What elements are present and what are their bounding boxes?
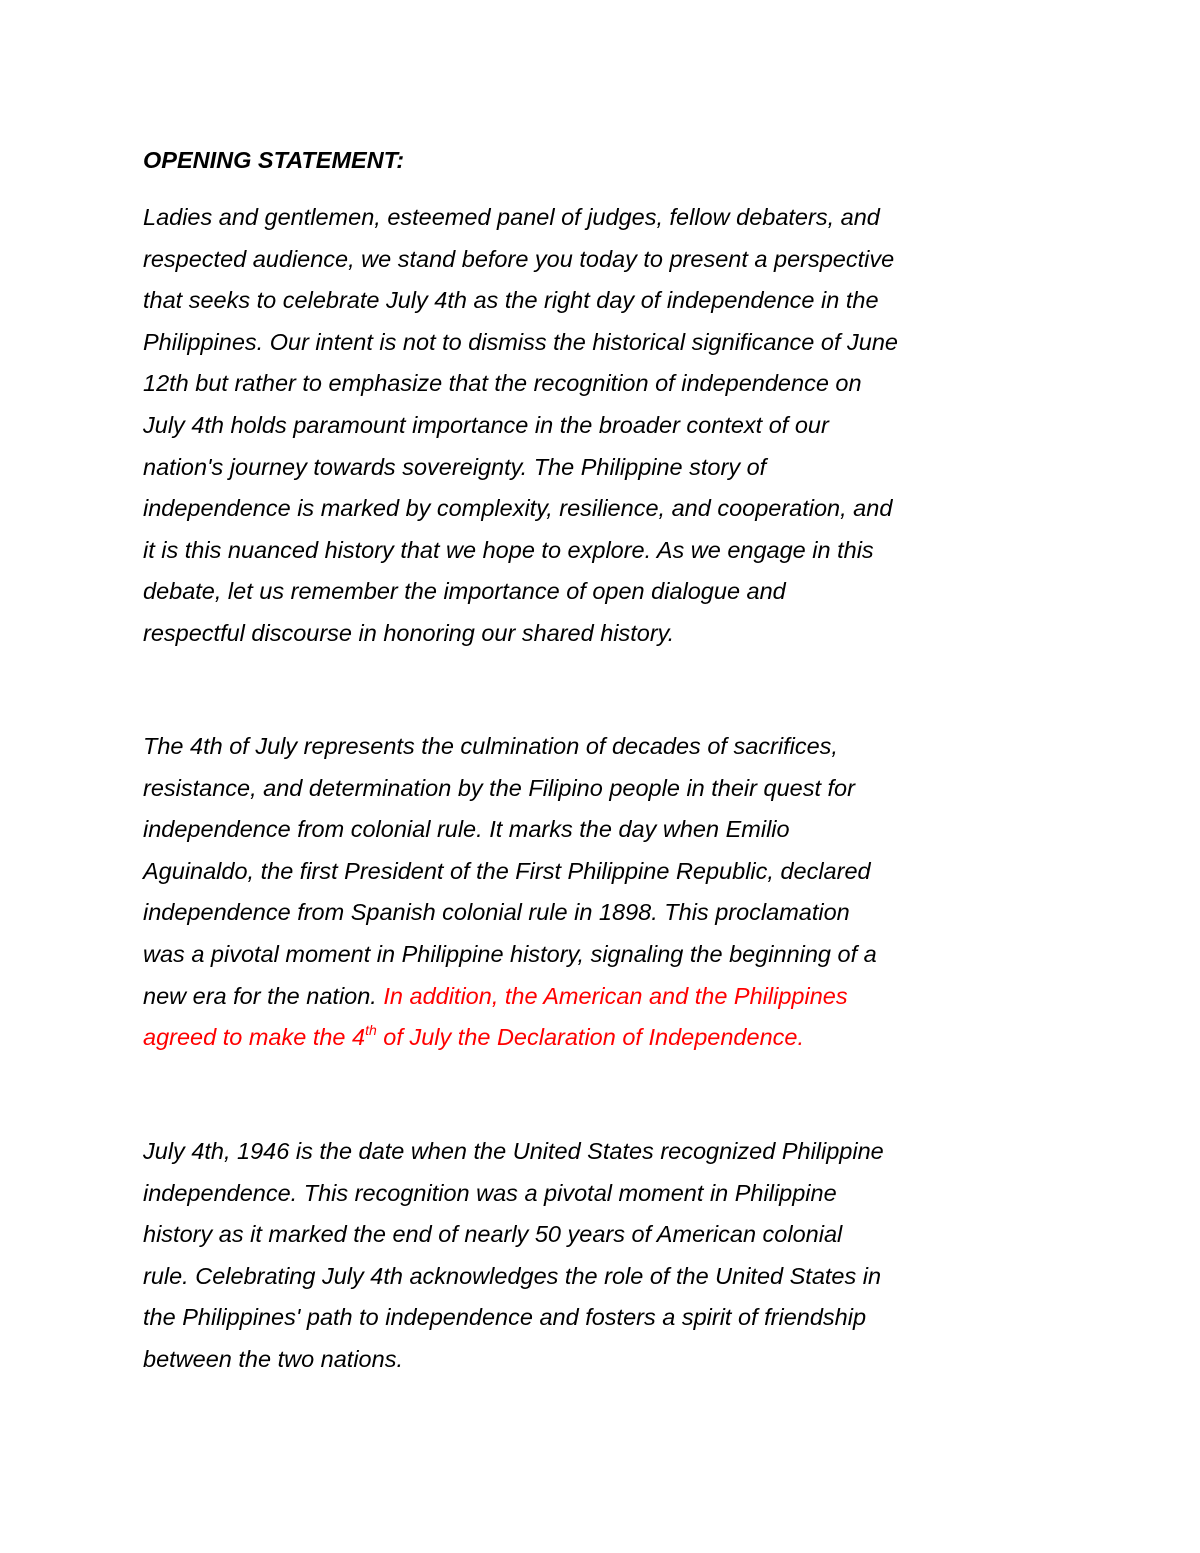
paragraph-line: independence from Spanish colonial rule in 1898. This proclamation (143, 899, 850, 926)
paragraph-line: independence is marked by complexity, resilience, and cooperation, and (143, 495, 893, 522)
paragraph-line: was a pivotal moment in Philippine history, signaling the beginning of a (143, 940, 877, 967)
paragraph-line: history as it marked the end of nearly 50 years of American colonial (143, 1221, 843, 1248)
highlighted-red-text: of July the Declaration of Independence. (376, 1024, 804, 1051)
highlighted-red-text: In addition, the American and the Philippines (383, 982, 848, 1009)
paragraph-line-mixed (143, 976, 1073, 1018)
ordinal-superscript: th (365, 1022, 377, 1039)
paragraph-line: it is this nuanced history that we hope to explore. As we engage in this (143, 536, 874, 563)
paragraph-recognition (143, 1131, 1073, 1381)
paragraph-fourth-of-july (143, 726, 1073, 1059)
paragraph-line: 12th but rather to emphasize that the recognition of independence on (143, 370, 862, 397)
paragraph-line: independence from colonial rule. It marks the day when Emilio (143, 816, 790, 843)
paragraph-line: The 4th of July represents the culmination of decades of sacrifices, (143, 733, 838, 759)
highlighted-red-text: agreed to make the 4 (143, 1024, 366, 1051)
paragraph-line: Ladies and gentlemen, esteemed panel of judges, fellow debaters, and (143, 204, 880, 230)
paragraph-line: respectful discourse in honoring our shared history. (143, 619, 675, 646)
paragraph-line: July 4th holds paramount importance in the broader context of our (143, 411, 829, 438)
paragraph-line: that seeks to celebrate July 4th as the right day of independence in the (143, 287, 879, 314)
paragraph-line: nation's journey towards sovereignty. The Philippine story of (143, 453, 767, 480)
paragraph-line: rule. Celebrating July 4th acknowledges the role of the United States in (143, 1262, 882, 1289)
opening-statement-heading: OPENING STATEMENT: (143, 147, 405, 173)
paragraph-line: respected audience, we stand before you today to present a perspective (143, 245, 895, 272)
paragraph-line: resistance, and determination by the Filipino people in their quest for (143, 774, 855, 801)
paragraph-line: July 4th, 1946 is the date when the United States recognized Philippine (143, 1138, 884, 1164)
paragraph-line: between the two nations. (143, 1345, 403, 1372)
paragraph-line: Aguinaldo, the first President of the First Philippine Republic, declared (143, 857, 871, 884)
highlighted-red-line (143, 1017, 1073, 1059)
paragraph-line: debate, let us remember the importance of open dialogue and (143, 578, 786, 605)
paragraph-line: the Philippines' path to independence and fosters a spirit of friendship (143, 1304, 867, 1331)
paragraph-line: Philippines. Our intent is not to dismiss the historical significance of June (143, 328, 898, 355)
paragraph-line: independence. This recognition was a pivotal moment in Philippine (143, 1179, 837, 1206)
paragraph-opening (143, 197, 1073, 655)
paragraph-text: new era for the nation. (143, 982, 384, 1009)
